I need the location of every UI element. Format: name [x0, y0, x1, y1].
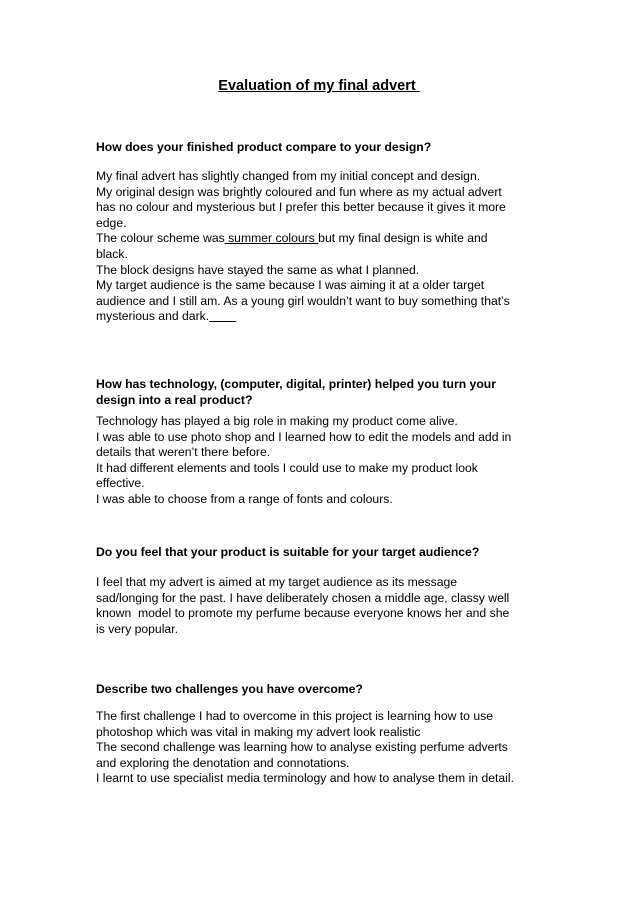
colour-scheme-line	[96, 231, 546, 247]
answer-1-last-line	[96, 309, 546, 325]
question-2-line-2: design into a real product?	[96, 392, 253, 407]
answer-3-line-3: known model to promote my perfume because everyone knows her and she	[96, 606, 510, 621]
question-3: Do you feel that your product is suitable for your target audience?	[96, 545, 480, 559]
answer-1-line-2: My original design was brightly coloured and fun where as my actual advert	[96, 184, 502, 199]
answer-2-line-1: Technology has played a big role in making my product come alive.	[96, 414, 458, 428]
question-2-line-1: How has technology, (computer, digital, printer) helped you turn your	[96, 377, 496, 391]
answer-1-line-3: has no colour and mysterious but I prefer this better because it gives it more	[96, 200, 506, 215]
answer-4-line-3: The second challenge was learning how to analyse existing perfume adverts	[96, 740, 508, 755]
question-2	[96, 377, 546, 408]
answer-4-line-5: I learnt to use specialist media terminology and how to analyse them in detail.	[96, 771, 514, 786]
answer-4	[96, 709, 546, 787]
answer-1	[96, 169, 546, 325]
question-4: Describe two challenges you have overcome?	[96, 682, 363, 696]
trailing-underline	[209, 309, 236, 323]
answer-1-last-text: mysterious and dark.	[96, 309, 210, 324]
answer-1-line-7: The block designs have stayed the same as what I planned.	[96, 262, 420, 277]
answer-1-line-9: audience and I still am. As a young girl wouldn’t want to buy something that’s	[96, 293, 510, 308]
answer-1-line-4: edge.	[96, 215, 127, 230]
answer-4-line-2: photoshop which was vital in making my advert look realistic	[96, 724, 421, 739]
answer-2-line-5: effective.	[96, 476, 145, 491]
answer-3-line-4: is very popular.	[96, 621, 178, 636]
question-1: How does your finished product compare to your design?	[96, 140, 432, 154]
answer-4-line-1: The first challenge I had to overcome in this project is learning how to use	[96, 709, 493, 723]
summer-colours-underlined: summer colours	[224, 231, 319, 246]
answer-2-line-4: It had different elements and tools I could use to make my product look	[96, 460, 478, 475]
document-title: Evaluation of my final advert	[218, 78, 420, 94]
colour-scheme-text: The colour scheme was	[96, 231, 225, 246]
answer-2-line-3: details that weren’t there before.	[96, 445, 271, 460]
answer-2-line-2: I was able to use photo shop and I learned how to edit the models and add in	[96, 429, 512, 444]
answer-4-line-4: and exploring the denotation and connotations.	[96, 755, 350, 770]
answer-1-line-6: black.	[96, 246, 128, 261]
colour-scheme-text-end: but my final design is white and	[318, 231, 488, 246]
answer-2-line-6: I was able to choose from a range of fonts and colours.	[96, 491, 393, 506]
answer-1-line-1: My final advert has slightly changed from my initial concept and design.	[96, 169, 481, 183]
answer-1-line-8: My target audience is the same because I was aiming it at a older target	[96, 278, 485, 293]
answer-3	[96, 575, 546, 637]
answer-3-line-1: I feel that my advert is aimed at my target audience as its message	[96, 575, 458, 589]
answer-3-line-2: sad/longing for the past. I have deliberately chosen a middle age, classy well	[96, 590, 510, 605]
answer-2	[96, 414, 546, 508]
